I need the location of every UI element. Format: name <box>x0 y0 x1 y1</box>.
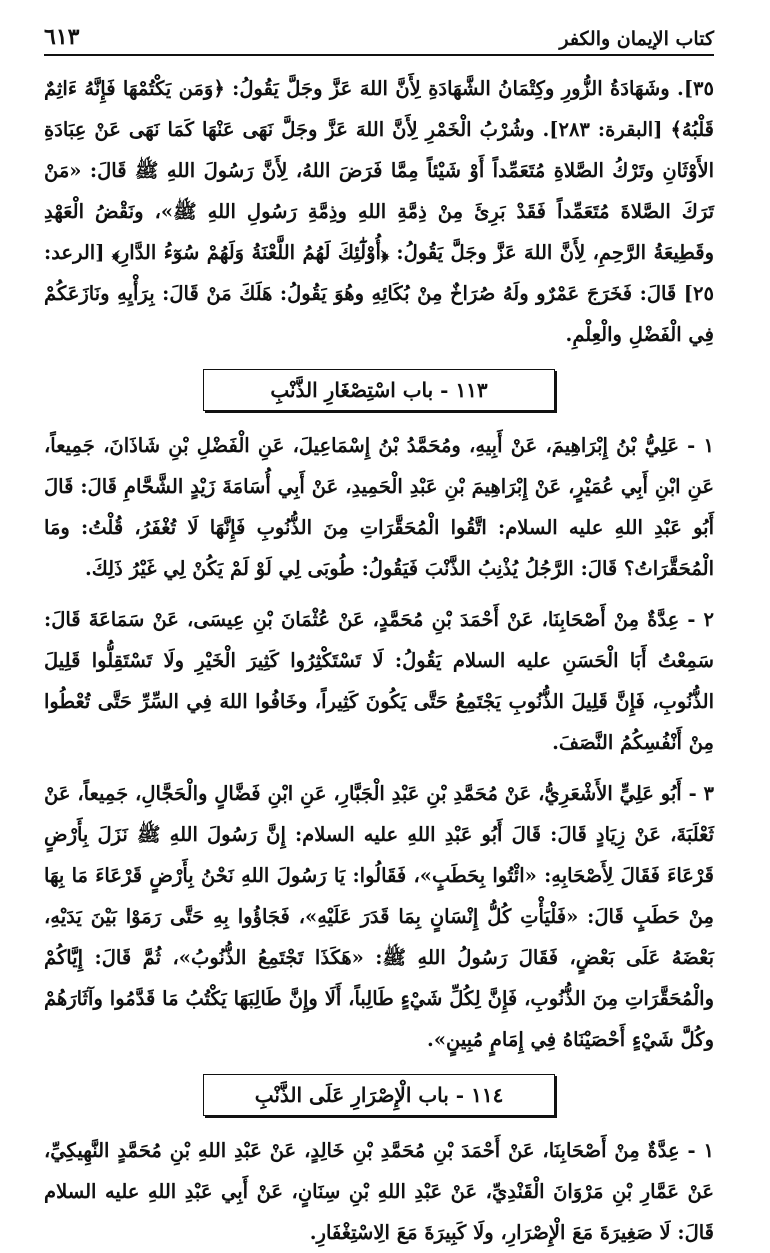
paragraph-continuation: ٣٥]. وشَهَادَةُ الزُّورِ وكِتْمَانُ الشَّهَادَةِ لِأَنَّ اللهَ عَزَّ وجَلَّ يَقُولُ: ﴿وَمَن يَكْتُمْهَا فَإِنَّهُ ءَاثِمٌ قَلْبُهُ﴾ [البقرة: ٢٨٣]. وشُرْبُ الْخَمْرِ لِأَنَّ اللهَ عَزَّ وجَلَّ نَهَى عَنْهَا كَمَا نَهَى عَنْ عِبَادَةِ الأَوْثَانِ وتَرْكُ الصَّلاةِ مُتَعَمِّداً أَوْ شَيْئاً مِمَّا فَرَضَ اللهُ، لِأَنَّ رَسُولَ اللهِ ﷺ قَالَ: «مَنْ تَرَكَ الصَّلاةَ مُتَعَمِّداً فَقَدْ بَرِئَ مِنْ ذِمَّةِ اللهِ وذِمَّةِ رَسُولِ اللهِ ﷺ»، ونَقْضُ الْعَهْدِ وقَطِيعَةُ الرَّحِمِ، لِأَنَّ اللهَ عَزَّ وجَلَّ يَقُولُ: ﴿أُوْلَٰٓئِكَ لَهُمُ اللَّعْنَةُ وَلَهُمْ سُوٓءُ الدَّارِ﴾ [الرعد: ٢٥] قَالَ: فَخَرَجَ عَمْرٌو ولَهُ صُرَاخٌ مِنْ بُكَائِهِ وهُوَ يَقُولُ: هَلَكَ مَنْ قَالَ: بِرَأْيِهِ ونَازَعَكُمْ فِي الْفَضْلِ والْعِلْمِ. <box>44 77 714 346</box>
chapter-title: ١١٤ - باب الْإِصْرَارِ عَلَى الذَّنْبِ <box>254 1083 504 1107</box>
divider <box>44 589 714 599</box>
hadith-114-1: ١ - عِدَّةٌ مِنْ أَصْحَابِنَا، عَنْ أَحْمَدَ بْنِ مُحَمَّدِ بْنِ خَالِدٍ، عَنْ عَبْدِ اللهِ بْنِ مُحَمَّدٍ النَّهِيكِيِّ، عَنْ عَمَّارِ بْنِ مَرْوَانَ الْقَنْدِيِّ، عَنْ عَبْدِ اللهِ بْنِ سِنَانٍ، عَنْ أَبِي عَبْدِ اللهِ عليه السلام قَالَ: لَا صَغِيرَةَ مَعَ الْإِصْرَارِ، ولَا كَبِيرَةَ مَعَ الِاسْتِغْفَارِ. <box>44 1139 714 1244</box>
header-divider <box>44 54 714 56</box>
book-title: كتاب الإيمان والكفر <box>559 28 714 50</box>
hadith-113-3: ٣ - أَبُو عَلِيٍّ الأَشْعَرِيُّ، عَنْ مُحَمَّدِ بْنِ عَبْدِ الْجَبَّارِ، عَنِ ابْنِ فَضَّالٍ والْحَجَّالِ، جَمِيعاً، عَنْ ثَعْلَبَةَ، عَنْ زِيَادٍ قَالَ: قَالَ أَبُو عَبْدِ اللهِ عليه السلام: إِنَّ رَسُولَ اللهِ ﷺ نَزَلَ بِأَرْضٍ قَرْعَاءَ فَقَالَ لِأَصْحَابِهِ: «ائْتُوا بِحَطَبٍ»، فَقَالُوا: يَا رَسُولَ اللهِ نَحْنُ بِأَرْضٍ قَرْعَاءَ مَا بِهَا مِنْ حَطَبٍ قَالَ: «فَلْيَأْتِ كُلُّ إِنْسَانٍ بِمَا قَدَرَ عَلَيْهِ»، فَجَاؤُوا بِهِ حَتَّى رَمَوْا بَيْنَ يَدَيْهِ، بَعْضَهُ عَلَى بَعْضٍ، فَقَالَ رَسُولُ اللهِ ﷺ: «هَكَذَا تَجْتَمِعُ الذُّنُوبُ»، ثُمَّ قَالَ: إِيَّاكُمْ والْمُحَقَّرَاتِ مِنَ الذُّنُوبِ، فَإِنَّ لِكُلِّ شَيْءٍ طَالِباً، أَلَا وإِنَّ طَالِبَهَا يَكْتُبُ مَا قَدَّمُوا وآثَارَهُمْ وكُلَّ شَيْءٍ أَحْصَيْنَاهُ فِي إِمَامٍ مُبِينٍ». <box>44 782 714 1051</box>
hadith-113-1: ١ - عَلِيُّ بْنُ إِبْرَاهِيمَ، عَنْ أَبِيهِ، ومُحَمَّدُ بْنُ إِسْمَاعِيلَ، عَنِ الْفَضْلِ بْنِ شَاذَانَ، جَمِيعاً، عَنِ ابْنِ أَبِي عُمَيْرٍ، عَنْ إِبْرَاهِيمَ بْنِ عَبْدِ الْحَمِيدِ، عَنْ أَبِي أُسَامَةَ زَيْدٍ الشَّحَّامِ قَالَ: قَالَ أَبُو عَبْدِ اللهِ عليه السلام: اتَّقُوا الْمُحَقَّرَاتِ مِنَ الذُّنُوبِ فَإِنَّهَا لَا تُغْفَرُ، قُلْتُ: ومَا الْمُحَقَّرَاتُ؟ قَالَ: الرَّجُلُ يُذْنِبُ الذَّنْبَ فَيَقُولُ: طُوبَى لِي لَوْ لَمْ يَكُنْ لِي غَيْرُ ذَلِكَ. <box>44 434 714 580</box>
chapter-title: ١١٣ - باب اسْتِصْغَارِ الذَّنْبِ <box>270 378 488 402</box>
chapter-heading-114 <box>203 1074 555 1116</box>
hadith-113-2: ٢ - عِدَّةٌ مِنْ أَصْحَابِنَا، عَنْ أَحْمَدَ بْنِ مُحَمَّدٍ، عَنْ عُثْمَانَ بْنِ عِيسَى، عَنْ سَمَاعَةَ قَالَ: سَمِعْتُ أَبَا الْحَسَنِ عليه السلام يَقُولُ: لَا تَسْتَكْثِرُوا كَثِيرَ الْخَيْرِ ولَا تَسْتَقِلُّوا قَلِيلَ الذُّنُوبِ، فَإِنَّ قَلِيلَ الذُّنُوبِ يَجْتَمِعُ حَتَّى يَكُونَ كَثِيراً، وخَافُوا اللهَ فِي السِّرِّ حَتَّى تُعْطُوا مِنْ أَنْفُسِكُمُ النَّصَفَ. <box>44 608 714 754</box>
page-header <box>44 20 714 50</box>
divider <box>44 763 714 773</box>
page-number: ٦١٣ <box>44 24 80 50</box>
page-body <box>44 68 714 1253</box>
chapter-heading-113 <box>203 369 555 411</box>
